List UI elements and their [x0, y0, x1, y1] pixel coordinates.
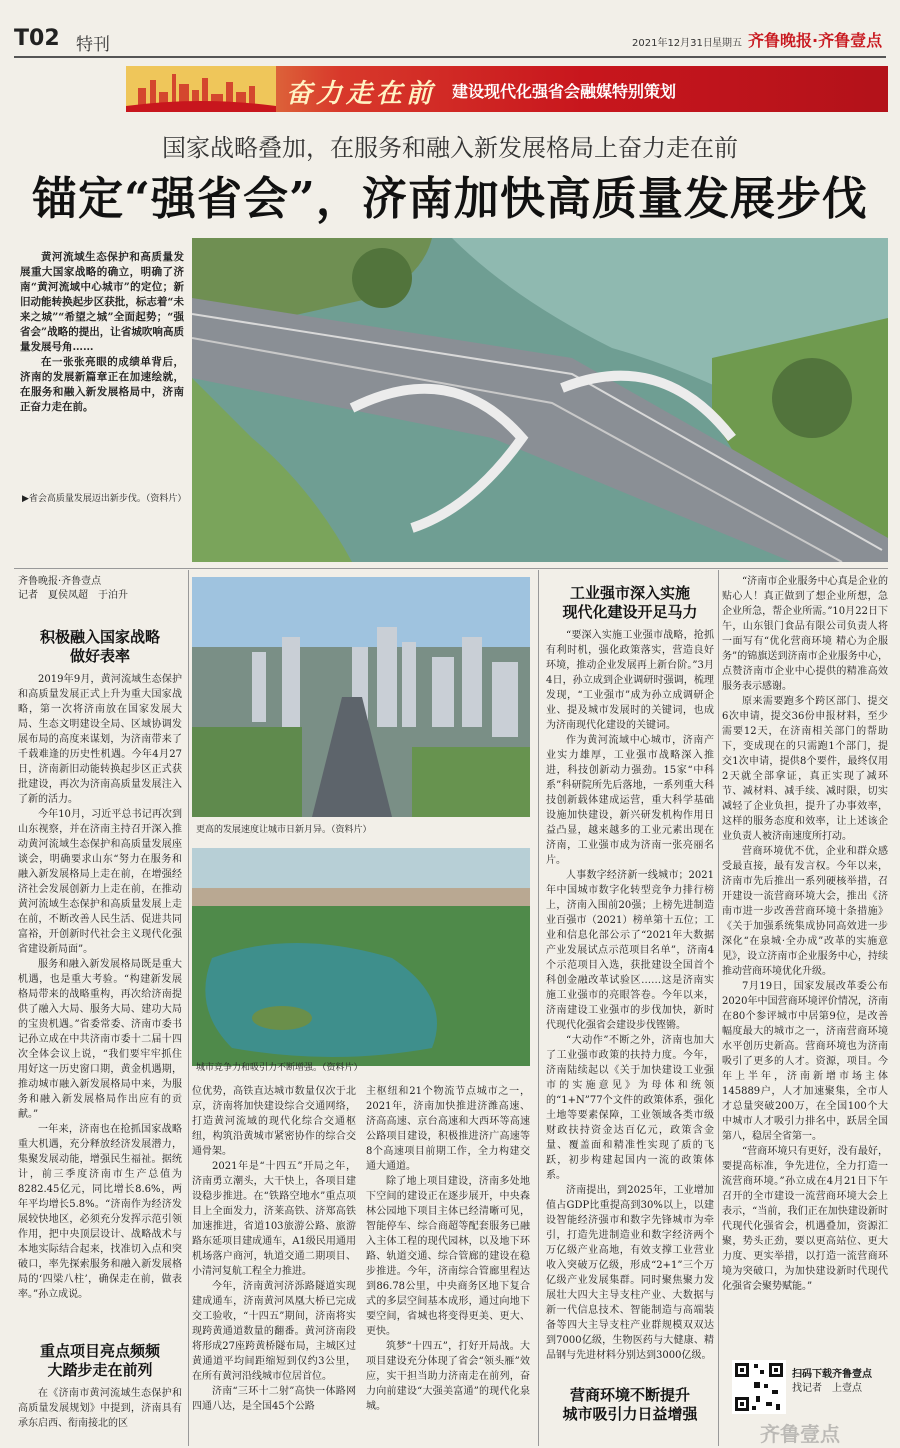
photo-caption: 更高的发展速度让城市日新月异。（资料片） — [196, 825, 372, 835]
paragraph: 除了地上项目建设，济南多处地下空间的建设正在逐步展开，中央森林公园地下项目主体已经清晰可见，智能停车、综合商超等配套服务已融入主体工程的现代园林，以及地下环路、轨道交通、综合管廊的建设在稳步推进。今年，济南综合管廊里程达到86.78公里，中央商务区地下复合式的多层空间基本成形，通过向地下要空间，省城也将变得更美、更大、更快。 — [366, 1176, 530, 1337]
paragraph: 位优势，高铁直达城市数量仅次于北京，济南将加快建设综合交通网络，打造黄河流域的现代化综合交通枢纽，构筑沿黄城市紧密协作的综合交通骨架。 — [192, 1086, 356, 1157]
paragraph: 主枢纽和21个物流节点城市之一，2021年，济南加快推进济潍高速、济高高速、京台高速和大西环等高速公路项目建设，积极推进济广高速等8个高速项目前期工作，全力构建交通大通道。 — [366, 1086, 530, 1172]
paragraph: 今年，济南黄河济泺路隧道实现建成通车，济南黄河凤凰大桥已完成交工验收，“十四五”期间，济南将实现跨黄通道数量的翻番。黄河济南段将形成27座跨黄桥隧布局，主城区过黄通道平均间距缩短到仅约3公里，在所有黄河沿线城市位居首位。 — [192, 1281, 356, 1382]
paragraph: 在《济南市黄河流域生态保护和高质量发展规划》中提到，济南具有承东启西、衔南接北的区 — [18, 1388, 182, 1429]
lead-text — [20, 250, 184, 415]
paragraph: 作为黄河流域中心城市，济南产业实力雄厚，工业强市战略深入推进，科技创新动力强劲。15家“中科系”科研院所先后落地，一系列重大科技创新载体建成运营，重大科学基础设施加快建设，新兴研发机构作用日益凸显，越来越多的工业元素出现在济南，工业强市成为济南一张亮丽名片。 — [546, 735, 714, 866]
header-divider — [14, 56, 886, 58]
paragraph: 济南“三环十二射”高快一体路网四通八达，是全国45个公路 — [192, 1386, 356, 1412]
article-column-1-tail — [18, 1386, 182, 1446]
paragraph: “济南市企业服务中心真是企业的贴心人！真正做到了想企业所想，急企业所急，帮企业所需。”10月22日下午，山东银门食品有限公司负责人将一面写有“优化营商环境 精心为企服务”的锦旗送到济南市企业服务中心，点赞济南市企业中心提供的精准高效服务表示感谢。 — [722, 576, 888, 692]
paragraph: 2019年9月，黄河流域生态保护和高质量发展正式上升为重大国家战略，第一次将济南放在国家发展大局、生态文明建设全局、区域协调发展布局的高度来谋划，为济南带来了千载难逢的历史性机遇。今年4月27日，济南新旧动能转换起步区正式获批建设，再次为济南高质量发展注入了新的活力。 — [18, 674, 182, 805]
paragraph: 7月19日，国家发展改革委公布2020年中国营商环境评价情况，济南在80个参评城市中居第9位，是改善幅度最大的城市之一，济南营商环境水平创历史新高。营商环境也为济南吸引了更多的人才。资源，项目。今年上半年，济南新增市场主体145889户，人才加速聚集，全市人才总量突破200万，在全国100个大中城市人才吸引力排名中，跃居全国第八，稳居全省第一。 — [722, 981, 888, 1142]
article-column-5 — [722, 574, 888, 1354]
byline-org: 齐鲁晚报·齐鲁壹点 — [18, 576, 102, 587]
column-divider — [538, 570, 539, 1446]
section-subhead: 营商环境不断提升 城市吸引力日益增强 — [562, 1386, 698, 1423]
column-divider — [718, 570, 719, 1446]
paragraph: 原来需要跑多个跨区部门、提交6次申请，提交36份申报材料，至少需要12天，在济南相关部门的帮助下，变成现在的只需跑1个部门，提交1次申请，提供8个要件，最终仅用2天就全部拿证，真正实现了减环节、减材料、减手续、减时限，切实减轻了企业负担，提升了办事效率，这样的服务态度和效率，让上述该企业负责人被济南速度所打动。 — [722, 696, 888, 842]
lead-paragraph: 黄河流域生态保护和高质量发展重大国家战略的确立，明确了济南“黄河流域中心城市”的定位；新旧动能转换起步区获批，标志着“未来之城”“希望之城”全面起势；“强省会”战略的提出，让省城吹响高质量发展号角…… — [20, 251, 184, 353]
skyline-illustration-icon — [126, 66, 276, 112]
watermark: 齐鲁壹点 — [760, 1422, 840, 1446]
qr-caption-line: 扫码下载齐鲁壹点 — [792, 1369, 872, 1380]
paragraph: 今年10月，习近平总书记再次到山东视察，并在济南主持召开深入推动黄河流域生态保护和高质量发展座谈会，明确要求山东“努力在服务和融入新发展格局上走在前，在增强经济社会发展创新力上走在前，在推动黄河流域生态保护和高质量发展上走在前，不断改善人民生活、促进共同富裕，开创新时代社会主义现代化强省建设新局面”。 — [18, 809, 182, 955]
paragraph: “要深入实施工业强市战略，抢抓有利时机，强化政策落实，营造良好环境，推动企业发展再上新台阶。”3月4日，孙立成到企业调研时强调，梳理发现，“工业强市”成为孙立成调研企业、提及城市发展时的关键词，也成为济南现代化建设的关键词。 — [546, 630, 714, 731]
article-column-2 — [192, 1084, 356, 1444]
paragraph: 营商环境优不优，企业和群众感受最直接，最有发言权。今年以来，济南市先后推出一系列硬核举措，召开建设一流营商环境大会，推出《济南市进一步改善营商环境十条措施》《关于加强系统集成协同高效进一步深化“在泉城·全办成”改革的实施意见》，设立济南市企业服务中心，持续推动营商环境优化升级。 — [722, 846, 888, 977]
article-column-4 — [546, 628, 714, 1384]
top-photo-caption: ▶省会高质量发展迈出新步伐。（资料片） — [22, 494, 187, 504]
qr-code-icon[interactable] — [732, 1360, 786, 1414]
page-number: T02 — [14, 26, 60, 51]
paragraph: 济南提出，到2025年，工业增加值占GDP比重提高到30%以上，以建设智能经济强市和数字先锋城市为牵引，打造先进制造业和数字经济两个万亿级产业高地，有效支撑工业营业收入突破万亿级，形成“2+1”三个万亿级产业发展集群。同时聚焦聚力发展壮大四大主导支柱产业、大数据与新一代信息技术、智能制造与高端装备等四大主导支柱产业群规模双双达到7000亿级，生物医药与大健康、精品钢与先进材料分别达到3000亿级。 — [546, 1185, 714, 1361]
article-column-3 — [366, 1084, 530, 1444]
byline-reporters: 记者 夏侯凤超 于泊升 — [18, 590, 128, 601]
main-headline: 锚定“强省会”，济南加快高质量发展步伐 — [32, 172, 868, 225]
paragraph: 人事数字经济新一线城市；2021年中国城市数字化转型竞争力排行榜上，济南入围前20强；上榜先进制造业百强市（2021）榜单第十五位；工业和信息化部公示了“2021年大数据产业发展试点示范项目名单”，济南4个示范项目入选，获批建设全国首个科创金融改革试验区……这是济南实施工业强市的亮眼答卷。今年以来，济南建设工业强市的步伐加快，新时代现代化强省会建设步伐铿锵。 — [546, 870, 714, 1031]
section-subhead: 积极融入国家战略 做好表率 — [39, 628, 160, 665]
article-column-1 — [18, 672, 182, 1324]
lake-aerial-photo — [192, 848, 530, 1066]
kicker-headline: 国家战略叠加，在服务和融入新发展格局上奋力走在前 — [162, 134, 738, 162]
city-skyline-photo — [192, 577, 530, 817]
section-divider — [14, 568, 888, 569]
feature-banner — [126, 66, 888, 112]
issue-date: 2021年12月31日 — [632, 38, 713, 49]
bridge-aerial-photo — [192, 238, 888, 562]
newspaper-brand: 齐鲁晚报·齐鲁壹点 — [748, 31, 883, 50]
section-subhead: 工业强市深入实施 现代化建设开足马力 — [562, 584, 698, 621]
paragraph: 筑梦“十四五”，打好开局战。大项目建设充分体现了省会“领头雁”效应，实干担当助力济南走在前列，奋力向前建设“大强美富通”的现代化泉城。 — [366, 1341, 530, 1412]
paragraph: “营商环境只有更好，没有最好，要提高标准，争先进位，全力打造一流营商环境。”孙立成在4月21日下午召开的全市建设一流营商环境大会上表示，“当前，我们正在加快建设新时代现代化强省会，机遇叠加，资源汇聚，势头正劲，要以更高站位、更大力度、更实举措，以打造一流营商环境为突破口，为加快建设新时代现代化强省会聚势赋能。” — [722, 1146, 888, 1292]
banner-subtitle: 建设现代化强省会融媒特别策划 — [452, 82, 677, 101]
banner-title: 奋力走在前 — [286, 79, 437, 109]
section-subhead: 重点项目亮点频频 大踏步走在前列 — [39, 1342, 160, 1379]
qr-caption — [792, 1368, 872, 1396]
paragraph: 服务和融入新发展格局既是重大机遇，也是重大考验。“构建新发展格局带来的战略重构，再次给济南提供了融入大局、服务大局、建功大局的宝贵机遇。”省委常委、济南市委书记孙立成在中共济南市委十二届十四次全体会议上说，“我们要牢牢抓住用好这一历史窗口期，黄金机遇期，推动城市融入新发展格局中来，为服务和融入新发展格局作出应有的贡献。” — [18, 959, 182, 1120]
issue-weekday: 星期五 — [712, 38, 742, 49]
section-name: 特刊 — [76, 35, 110, 55]
byline — [18, 575, 128, 603]
column-divider — [188, 570, 189, 1446]
paragraph: 一年来，济南也在抢抓国家战略重大机遇，充分释放经济发展潜力，集聚发展动能，增强民生福祉。据统计，前三季度济南市生产总值为8282.45亿元，同比增长8.6%，两年平均增长5.8%。“济南作为经济发展较快地区，必须充分发挥示范引领作用，把中央顶层设计、战略战术与本地实际结合起来，找准切入点和突破口，率先探索服务和融入新发展格局的‘四梁八柱’，确保走在前，做表率。”孙立成说。 — [18, 1124, 182, 1300]
paragraph: “大动作”不断之外，济南也加大了工业强市政策的扶持力度。今年，济南陆续起以《关于加快建设工业强市的实施意见》为母体和统领的“1+N”77个文件的政策体系，强化土地等要素保障，工业领域各类市级财政扶持资金达百亿元，政策含金量、覆盖面和精准性实现了质的飞跃，初步构建起国内一流的政策体系。 — [546, 1035, 714, 1181]
lead-paragraph: 在一张张亮眼的成绩单背后，济南的发展新篇章正在加速绘就，在服务和融入新发展格局中，济南正奋力走在前。 — [20, 356, 184, 413]
photo-caption: 城市竞争力和吸引力不断增强。（资料片） — [196, 1063, 363, 1073]
qr-caption-line: 找记者 上壹点 — [792, 1383, 862, 1394]
paragraph: 2021年是“十四五”开局之年，济南勇立潮头，大干快上，各项目建设稳步推进。在“铁路空地水”重点项目上全面发力，济莱高铁、济郑高铁加速推进，省道103旅游公路、旅游路东延项目建成通车，A1级民用通用机场落户商河，轨道交通二期项目、小清河复航工程全力推进。 — [192, 1161, 356, 1277]
